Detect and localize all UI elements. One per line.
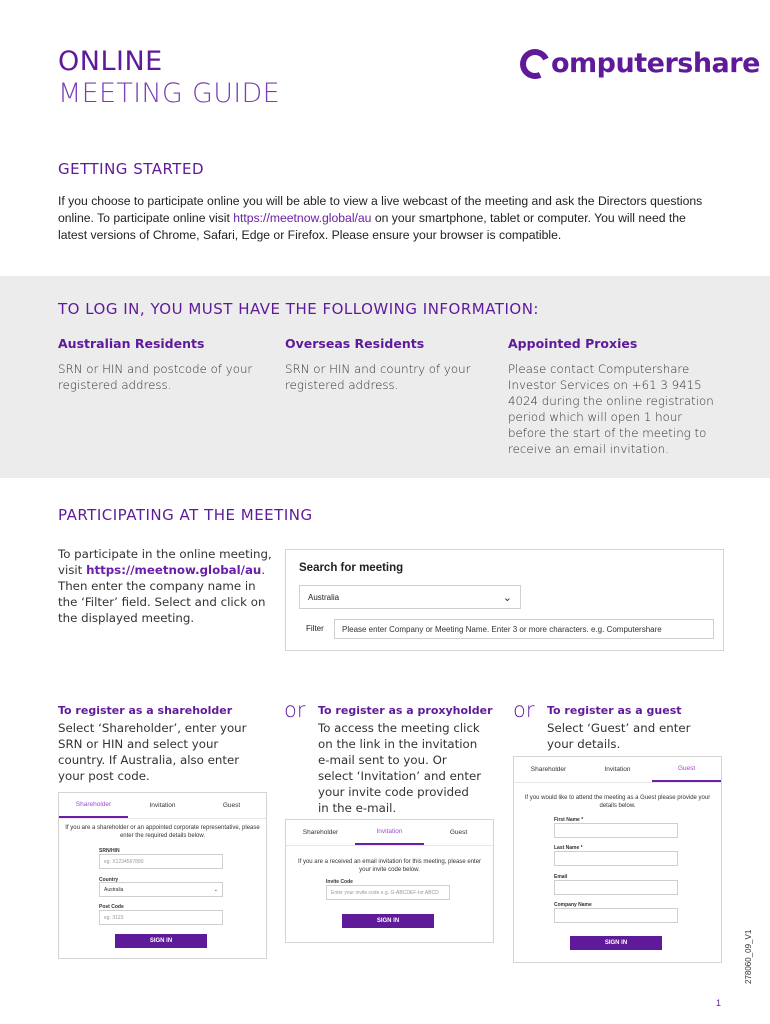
column-text: Please contact Computershare Investor Services on +61 3 9415 4024 during the online registration period which will open 1 hour before the start of the meeting to receive an email invitation. xyxy=(508,362,714,456)
overseas-residents-column xyxy=(285,336,495,393)
country-label: Country xyxy=(99,877,119,883)
login-info-heading: TO LOG IN, YOU MUST HAVE THE FOLLOWING INFORMATION: xyxy=(58,300,539,318)
australian-residents-column xyxy=(58,336,268,393)
srn-input[interactable]: eg. X1234567890 xyxy=(99,854,223,869)
tab-invitation[interactable]: Invitation xyxy=(604,766,631,773)
column-title: Appointed Proxies xyxy=(508,336,638,351)
computershare-logo xyxy=(520,48,760,79)
guest-register-title: To register as a guest xyxy=(547,704,682,717)
tab-shareholder[interactable]: Shareholder xyxy=(59,793,128,818)
tab-invitation[interactable]: Invitation xyxy=(149,802,176,809)
page-title-line2: MEETING GUIDE xyxy=(58,78,280,109)
appointed-proxies-column xyxy=(508,336,723,457)
filter-label: Filter xyxy=(306,624,324,633)
shareholder-form xyxy=(58,792,267,959)
chevron-down-icon: ⌄ xyxy=(213,886,218,893)
first-name-input[interactable] xyxy=(554,823,678,838)
getting-started-text: If you choose to participate online you will be able to view a live webcast of the meeting and ask the Directors questions online. To participate online visit https://meetnow.global/au on your smartphone, tablet or computer. You will need the latest versions of Chrome, Safari, Edge or Firefox. Please ensure your browser is compatible. xyxy=(58,194,703,242)
filter-input[interactable]: Please enter Company or Meeting Name. Enter 3 or more characters. e.g. Computershare xyxy=(334,619,714,639)
srn-label: SRN/HIN xyxy=(99,848,120,854)
or-divider: or xyxy=(513,698,535,722)
column-title: Australian Residents xyxy=(58,336,205,351)
company-label: Company Name xyxy=(554,902,592,908)
or-divider: or xyxy=(284,698,306,722)
last-name-label: Last Name * xyxy=(554,845,583,851)
sign-in-button[interactable]: SIGN IN xyxy=(570,936,662,950)
invite-code-input[interactable]: Enter your invite code e.g. G-ABCDEF-Ior ABCD xyxy=(326,885,450,900)
participating-intro: To participate in the online meeting, visit https://meetnow.global/au. Then enter the company name in the ‘Filter’ field. Select and click on the displayed meeting. xyxy=(58,547,272,625)
tab-shareholder[interactable]: Shareholder xyxy=(302,829,339,836)
postcode-label: Post Code xyxy=(99,904,124,910)
invite-code-label: Invite Code xyxy=(326,879,353,885)
shareholder-note: If you are a shareholder or an appointed corporate representative, please enter the required details below. xyxy=(65,825,260,839)
tab-guest[interactable]: Guest xyxy=(449,829,468,836)
proxyholder-register-title: To register as a proxyholder xyxy=(318,704,493,717)
meetnow-link[interactable]: https://meetnow.global/au xyxy=(86,563,262,577)
meetnow-link[interactable]: https://meetnow.global/au xyxy=(233,211,372,225)
document-code: 278060_09_V1 xyxy=(744,929,753,984)
last-name-input[interactable] xyxy=(554,851,678,866)
proxyholder-register-text: To access the meeting click on the link in the invitation e-mail sent to you. Or select ‘Invitation’ and enter your invite code provided in the e-mail. xyxy=(318,721,482,815)
proxyholder-note: If you are a received an email invitation for this meeting, please enter your invite code below. xyxy=(297,859,482,873)
country-select[interactable]: Australia ⌄ xyxy=(99,882,223,897)
email-input[interactable] xyxy=(554,880,678,895)
getting-started-heading: GETTING STARTED xyxy=(58,160,205,178)
email-label: Email xyxy=(554,874,568,880)
tab-invitation[interactable]: Invitation xyxy=(355,820,424,845)
proxyholder-form xyxy=(285,819,494,943)
shareholder-register-text: Select ‘Shareholder’, enter your SRN or HIN and select your country. If Australia, also enter your post code. xyxy=(58,721,247,783)
first-name-label: First Name * xyxy=(554,817,584,823)
column-title: Overseas Residents xyxy=(285,336,425,351)
search-title: Search for meeting xyxy=(299,562,404,574)
search-meeting-card xyxy=(285,549,724,651)
shareholder-register-title: To register as a shareholder xyxy=(58,704,233,717)
participating-heading: PARTICIPATING AT THE MEETING xyxy=(58,506,313,524)
country-select[interactable]: Australia ⌄ xyxy=(299,585,521,609)
chevron-down-icon: ⌄ xyxy=(502,591,512,604)
sign-in-button[interactable]: SIGN IN xyxy=(342,914,434,928)
column-text: SRN or HIN and postcode of your registered address. xyxy=(58,362,253,392)
guest-note: If you would like to attend the meeting as a Guest please provide your details below. xyxy=(524,795,711,809)
company-input[interactable] xyxy=(554,908,678,923)
tab-guest[interactable]: Guest xyxy=(222,802,241,809)
postcode-input[interactable]: eg. 3123 xyxy=(99,910,223,925)
sign-in-button[interactable]: SIGN IN xyxy=(115,934,207,948)
column-text: SRN or HIN and country of your registered address. xyxy=(285,362,471,392)
tab-shareholder[interactable]: Shareholder xyxy=(530,766,567,773)
page-title-line1: ONLINE xyxy=(58,46,163,77)
logo-text: omputershare xyxy=(551,48,760,79)
logo-c-icon xyxy=(516,44,554,82)
guest-form xyxy=(513,756,722,963)
guest-register-text: Select ‘Guest’ and enter your details. xyxy=(547,721,691,751)
page-number: 1 xyxy=(716,998,722,1008)
tab-guest[interactable]: Guest xyxy=(652,757,721,782)
